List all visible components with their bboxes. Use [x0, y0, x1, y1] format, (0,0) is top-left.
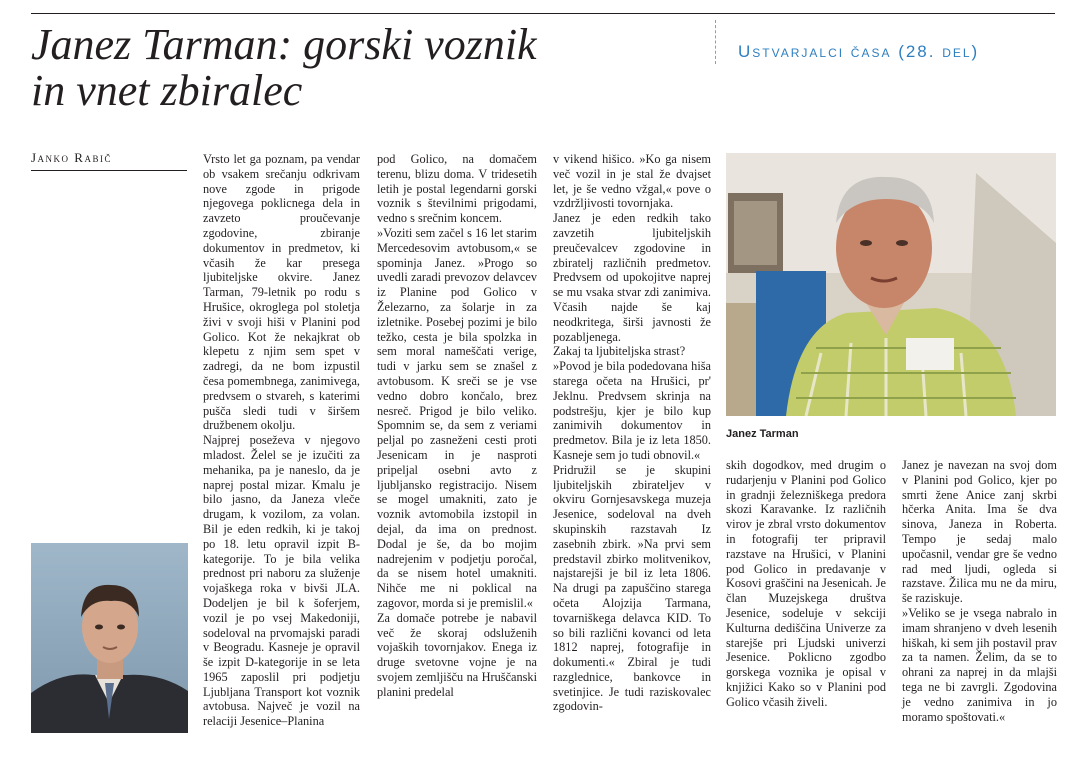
text-column-1	[203, 152, 360, 729]
paragraph: »Veliko se je vsega nabralo in imam shranjeno v dveh lesenih hiškah, ki sem jih postavil prav za ta namen. Želim, da se to ohrani za naprej in da mlajši tega ne bi zavrgli. Zgodovina je vedno zanimiva in jo moramo spoštovati.«	[902, 605, 1057, 724]
title-line-1: Janez Tarman: gorski voznik	[31, 20, 537, 69]
subject-portrait-image	[726, 153, 1056, 416]
byline-rule	[31, 170, 187, 171]
paragraph: »Povod je bila podedovana hiša starega očeta na Hrušici, pr' Jeklnu. Predvsem skrinja na podstrešju, kjer je bilo kup zanimivih dokumentov in predmetov. Bila je iz leta 1850. Kasneje sem jo tudi obnovil.«	[553, 359, 711, 462]
paragraph: Najprej poseževa v njegovo mladost. Želel se je izučiti za mehanika, pa je naneslo, da je naprej postal mizar. Kmalu je bilo jasno, da Janeza vleče drugam, k vozilom, za volan. Bil je eden redkih, ki je takoj po 18. letu opravil izpit B-kategorije. To je bila velika prednost pri naboru za služenje vojaškega roka v bivši JLA. Dodeljen je bil k šoferjem, vozil je po vsej Makedoniji, sodeloval na prvomajski paradi v Beogradu. Kasneje je opravil še izpit D-kategorije in se leta 1965 zaposlil pri podjetju Ljubljana Transport kot voznik avtobusa. Največ je vozil na relaciji Jesenice–Planina	[203, 433, 360, 729]
paragraph: skih dogodkov, med drugim o rudarjenju v Planini pod Golico in gradnji železniškega predora skozi Karavanke. Iz različnih virov je zbral vrsto dokumentov in fotografij ter pripravil razstave na Hrušici, v Planini pod Golico in predavanje v Kosovi graščini na Jesenicah. Je član Muzejskega društva Jesenice, sodeluje v sekciji Kulturna dediščina Univerze za starejše pri Ljudski univerzi Jesenice. Poklicno zgodbo gorskega voznika je opisal v knjižici Kako so v Planini pod Golico včasih živeli.	[726, 458, 886, 709]
text-column-4	[726, 458, 886, 710]
author-byline: Janko Rabič	[31, 150, 112, 165]
author-portrait-image	[31, 543, 188, 733]
paragraph: »Voziti sem začel s 16 let starim Mercedesovim avtobusom,« se spominja Janez. »Progo so uvedli zaradi prevozov delavcev iz Planine pod Golico v Železarno, za šolarje in za izletnike. Posebej pozimi je bilo težko, cesta je bila spolzka in sem moral nameščati verige, tudi v jarku sem se znašel z avtobusom. K sreči se je vse vedno dobro končalo, brez nesreč. Prigod je bilo veliko. Spomnim se, da sem z veriami peljal po zasneženi cesti proti Jesenicam in je nasproti pripeljal osebni avto z ljubljansko registracijo. Nisem se mogel umakniti, zato je voznik avtomobila izstopil in dejal, da ima on prednost. Dodal je še, da bo mojim nadrejenim v podjetju poročal, da se nisem hotel umakniti. Nihče me ni poklical na zagovor, morda si je premislil.«	[377, 225, 537, 610]
series-label: Ustvarjalci časa (28. del)	[738, 42, 980, 61]
paragraph: Janez je navezan na svoj dom v Planini pod Golico, kjer po smrti žene Anice zanj skrbi hčerka Anita. Ima še dva sinova, Janeza in Roberta. Tempo je sedaj malo upočasnil, vendar gre še vedno rad med ljudi, ogleda si razstave. Žilica mu ne da miru, še raziskuje.	[902, 458, 1057, 606]
text-column-2	[377, 152, 537, 699]
article-title	[31, 22, 721, 114]
paragraph: pod Golico, na domačem terenu, blizu doma. V tridesetih letih je postal legendarni gorski voznik s številnimi prigodami, vedno s srečnim koncem.	[377, 152, 537, 226]
photo-caption: Janez Tarman	[726, 428, 799, 440]
top-rule	[31, 13, 1055, 14]
text-column-5	[902, 458, 1057, 724]
paragraph: v vikend hišico. »Ko ga nisem več vozil in je stal že dvajset let, je še vedno vžgal,« pove o vzdržljivosti tovornjaka.	[553, 152, 711, 211]
subject-portrait-photo	[726, 153, 1056, 416]
title-line-2: in vnet zbiralec	[31, 66, 303, 115]
paragraph: Pridružil se je skupini ljubiteljskih zbirateljev v okviru Gornjesavskega muzeja Jesenice, sodeloval na dveh skupinskih razstavah Iz zasebnih zbirk. »Na prvi sem predstavil zbirko molitvenikov, najstarejši je bil iz leta 1806. Na drugi pa zapuščino starega očeta Alojzija Tarmana, tovarniškega delavca KID. To so bili različni kovanci od leta 1812 naprej, fotografije in dokumenti.« Zbiral je tudi razglednice, bankovce in svetinjice. Je tudi raziskovalec zgodovin-	[553, 462, 711, 714]
paragraph: Za domače potrebe je nabavil več že skoraj odsluženih vojaških tovornjakov. Enega iz druge svetovne vojne je na svojem zemljišču na Hruščanski planini predelal	[377, 610, 537, 699]
paragraph: Janez je eden redkih tako zavzetih ljubiteljskih preučevalcev zgodovine in zbiratelj različnih predmetov. Predvsem od upokojitve naprej se mu vsaka stvar zdi zanimiva. Včasih najde še kaj neodkritega, širši javnosti že pozabljenega.	[553, 211, 711, 344]
paragraph: Vrsto let ga poznam, pa vendar ob vsakem srečanju odkrivam nove zgode in prigode njegovega poklicnega dela in zavzeto proučevanje zgodovine, zbiranje dokumentov in predmetov, ki včasih že kar presega ljubiteljske okvire. Janez Tarman, 79-letnik po rodu s Hrušice, okroglega pol stoletja živi v svoji hiši v Planini pod Golico. Kot že nekajkrat ob klepetu z njim sem spet v zadregi, da ne bom izpustil česa pomembnega, zanimivega, predvsem o stvareh, s katerimi pušča sledi tudi v širšem družbenem okolju.	[203, 152, 360, 433]
author-portrait-photo	[31, 543, 188, 733]
text-column-3	[553, 152, 711, 714]
paragraph: Zakaj ta ljubiteljska strast?	[553, 344, 686, 359]
